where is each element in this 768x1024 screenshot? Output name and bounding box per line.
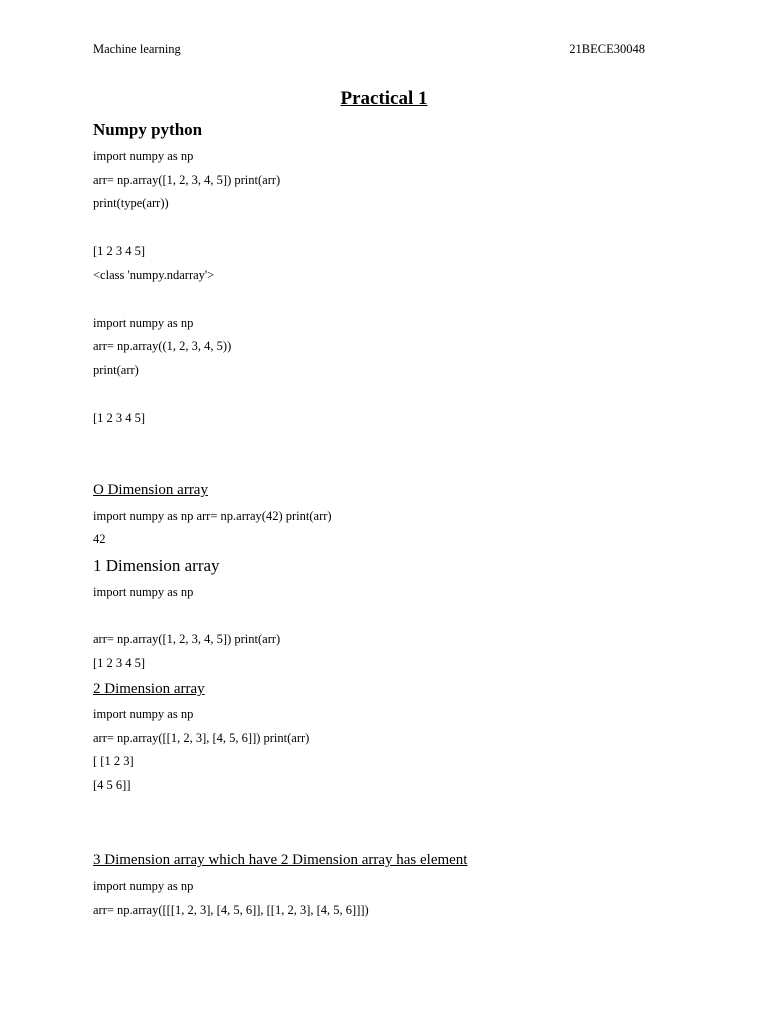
code-line: arr= np.array((1, 2, 3, 4, 5)) (93, 339, 232, 353)
code-line: print(type(arr)) (93, 196, 169, 210)
section-heading-one-dimension: 1 Dimension array (93, 556, 220, 575)
code-line: import numpy as np (93, 707, 194, 721)
code-line: import numpy as np (93, 149, 194, 163)
output-line: [1 2 3 4 5] (93, 244, 146, 258)
section-heading-three-dimension: 3 Dimension array which have 2 Dimension array has element (93, 852, 468, 868)
output-line: [4 5 6]] (93, 778, 131, 792)
code-line: import numpy as np (93, 316, 194, 330)
code-line: import numpy as np arr= np.array(42) print(arr) (93, 509, 332, 523)
code-line: arr= np.array([1, 2, 3, 4, 5]) print(arr) (93, 173, 281, 187)
page-title: Practical 1 (340, 88, 428, 109)
output-line: 42 (93, 532, 106, 546)
section-heading-two-dimension: 2 Dimension array (93, 681, 205, 697)
output-line: [1 2 3 4 5] (93, 411, 146, 425)
section-heading-numpy: Numpy python (93, 120, 203, 139)
output-line: <class 'numpy.ndarray'> (93, 268, 215, 282)
code-line: arr= np.array([[[1, 2, 3], [4, 5, 6]], [[1, 2, 3], [4, 5, 6]]]) (93, 903, 369, 917)
code-line: import numpy as np (93, 879, 194, 893)
output-line: [ [1 2 3] (93, 754, 134, 768)
header-enrollment-number: 21BECE30048 (569, 42, 645, 56)
header-subject: Machine learning (93, 42, 181, 56)
code-line: arr= np.array([1, 2, 3, 4, 5]) print(arr) (93, 632, 281, 646)
section-heading-zero-dimension: O Dimension array (93, 482, 208, 498)
output-line: [1 2 3 4 5] (93, 656, 146, 670)
code-line: print(arr) (93, 363, 139, 377)
code-line: arr= np.array([[1, 2, 3], [4, 5, 6]]) print(arr) (93, 731, 310, 745)
code-line: import numpy as np (93, 585, 194, 599)
